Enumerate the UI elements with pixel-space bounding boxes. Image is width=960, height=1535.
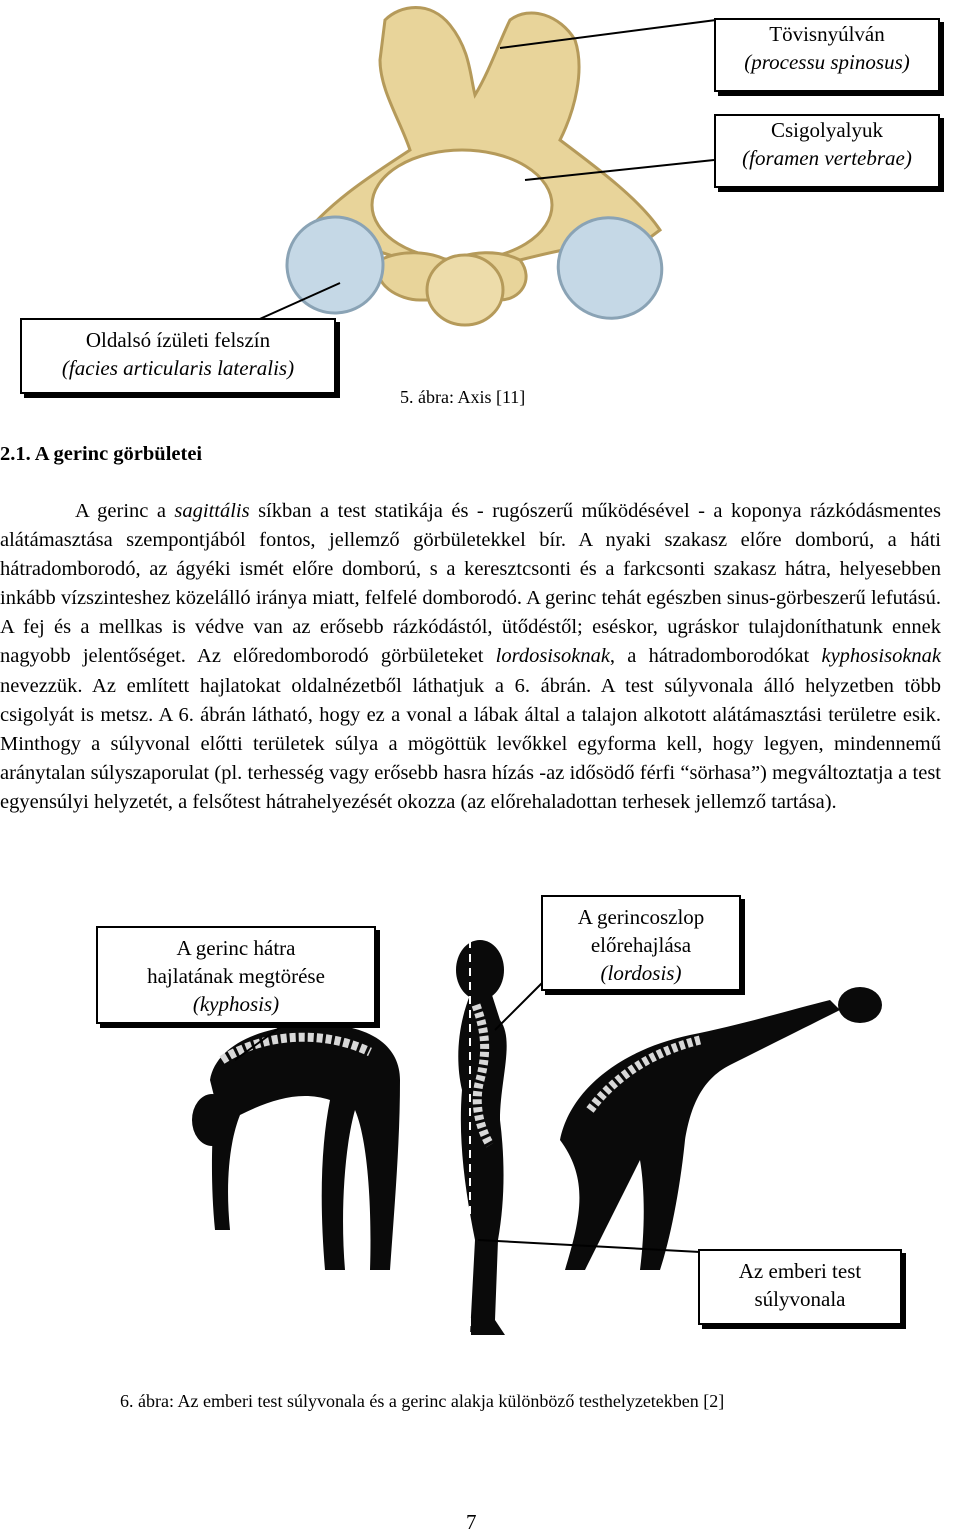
label-lateral-line1: Oldalsó ízületi felszín: [85, 328, 271, 352]
label-gravity-line2: súlyvonala: [754, 1287, 846, 1311]
label-lateral-facet: [20, 318, 336, 394]
label-line-of-gravity: [698, 1249, 902, 1325]
page-number: 7: [466, 1510, 477, 1534]
section-heading: 2.1. A gerinc görbületei: [0, 443, 203, 465]
figure6-caption: 6. ábra: Az emberi test súlyvonala és a gerinc alakja különböző testhelyzetekben [2]: [120, 1391, 725, 1411]
label-lateral-line2: (facies articularis lateralis): [61, 356, 295, 380]
para-part-2: síkban a test statikája és - rugószerű működésével - a koponya rázkódásmentes alátámasztása szempontjából fontos, jellemző görbületekkel bír. A nyaki szakasz előre domború, a háti hátradomborodó, az ágyéki ismét előre domború, s a keresztcsonti és a farkcsonti szakasz hátra, helyesebben inkább vízszinteshez közelálló iránya miatt, felfelé domborodó. A gerinc tehát egészben sinus-görbeszerű lefutású. A fej és a mellkas is védve van az erősebb rázkódástól, ütődéstől; eséskor, ugráskor tulajdoníthatunk ennek nagyobb jelentőséget. Az előredomborodó görbületeket: [0, 500, 941, 668]
dens: [427, 255, 503, 325]
forward-bend-silhouette: [192, 1024, 400, 1270]
label-foramen-line1: Csigolyalyuk: [770, 118, 883, 142]
label-spinous-process: [714, 18, 940, 92]
label-lordosis-line1: A gerincoszlop: [577, 905, 705, 929]
para-part-3: , a hátradomborodókat: [609, 645, 822, 668]
para-part-1: A gerinc a: [75, 500, 175, 522]
label-kyphosis-line1: A gerinc hátra: [176, 936, 296, 960]
label-foramen-vertebrae: [714, 114, 940, 188]
label-spinous-line2: (processu spinosus): [744, 50, 910, 74]
para-italic-kyphosis: kyphosisoknak: [821, 645, 942, 668]
label-lordosis: [541, 895, 741, 991]
label-kyphosis-line2: hajlatának megtörése: [147, 964, 325, 988]
para-part-4: nevezzük. Az említett hajlatokat oldalnézetből láthatjuk a 6. ábrán. A test súlyvonala álló helyzetben több csigolyát is metsz. A 6. ábrán látható, hogy ez a vonal a lábak által a talajon alkotott alátámasztási területre esik. Minthogy a súlyvonal előtti területek súlya a mögöttük levőkkel egyforma kell, hogy legyen, mindennemű aránytalan súlyszaporulat (pl. terhesség vagy erősebb hasra hízás -az idősödő férfi “sörhasa”) megváltoztatja a test egyensúlyi helyzetét, a felsőtest hátrahelyezését okozza (az előrehaladottan terhesek jellemző tartása).: [0, 674, 941, 813]
body-paragraph: [0, 497, 941, 817]
label-kyphosis: [96, 926, 376, 1024]
para-italic-sagittal: sagittális: [174, 500, 250, 522]
label-kyphosis-line3: (kyphosis): [192, 992, 280, 1016]
label-foramen-line2: (foramen vertebrae): [742, 146, 912, 170]
para-italic-lordosis: lordosisoknak: [495, 645, 610, 668]
foramen-vertebrae: [372, 150, 552, 260]
standing-silhouette: [456, 940, 507, 1340]
figure5-caption: 5. ábra: Axis [11]: [400, 387, 526, 407]
label-lordosis-line3: (lordosis): [600, 961, 682, 985]
pointer-line-lordosis: [495, 980, 545, 1030]
label-spinous-line1: Tövisnyúlván: [769, 22, 885, 46]
backward-bend-silhouette: [560, 987, 882, 1270]
label-lordosis-line2: előrehajlása: [590, 933, 692, 957]
label-gravity-line1: Az emberi test: [738, 1259, 862, 1283]
